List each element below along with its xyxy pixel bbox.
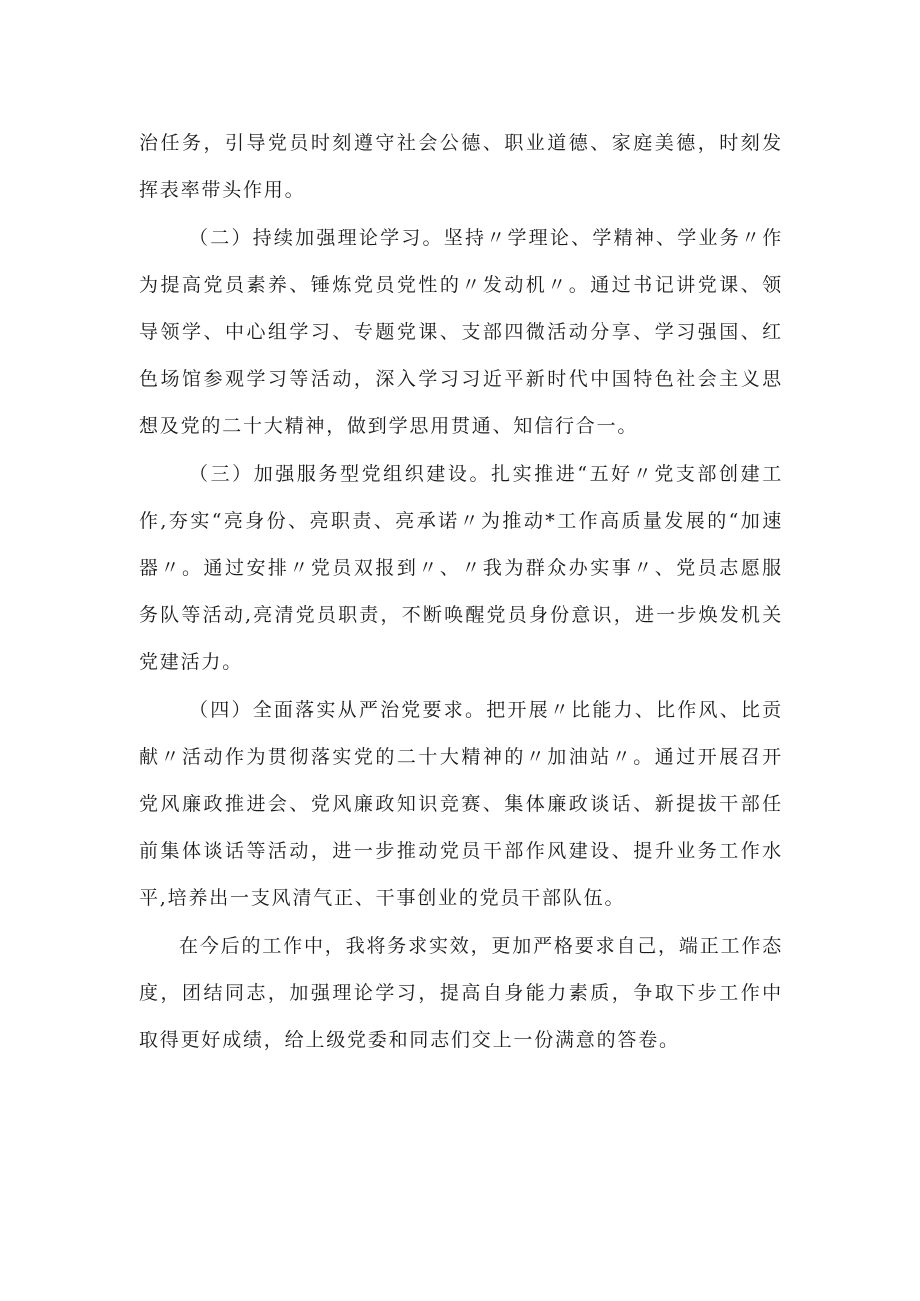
- paragraph-theory-study: （二）持续加强理论学习。坚持〃学理论、学精神、学业务〃作为提高党员素养、锤炼党员党性的〃发动机〃。通过书记讲党课、领导领学、中心组学习、专题党课、支部四微活动分享、学习强国、红色场馆参观学习等活动，深入学习习近平新时代中国特色社会主义思想及党的二十大精神，做到学思用贯通、知信行合一。: [139, 227, 783, 437]
- paragraph-service-party-organization: （三）加强服务型党组织建设。扎实推进“五好〃党支部创建工作,夯实“亮身份、亮职责、亮承诺〃为推动*工作高质量发展的“加速器〃。通过安排〃党员双报到〃、〃我为群众办实事〃、党员志愿服务队等活动,亮清党员职责，不断唤醒党员身份意识，进一步焕发机关党建活力。: [139, 463, 783, 673]
- paragraph-closing: 在今后的工作中，我将务求实效，更加严格要求自己，端正工作态度，团结同志，加强理论学习，提高自身能力素质，争取下步工作中取得更好成绩，给上级党委和同志们交上一份满意的答卷。: [139, 935, 783, 1051]
- document-body: [139, 120, 783, 1065]
- paragraph-continuation: 治任务，引导党员时刻遵守社会公德、职业道德、家庭美德，时刻发挥表率带头作用。: [139, 132, 783, 201]
- paragraph-strict-party-governance: （四）全面落实从严治党要求。把开展〃比能力、比作风、比贡献〃活动作为贯彻落实党的二十大精神的〃加油站〃。通过开展召开党风廉政推进会、党风廉政知识竞赛、集体廉政谈话、新提拔干部任前集体谈话等活动，进一步推动党员干部作风建设、提升业务工作水平,培养出一支风清气正、干事创业的党员干部队伍。: [139, 699, 783, 909]
